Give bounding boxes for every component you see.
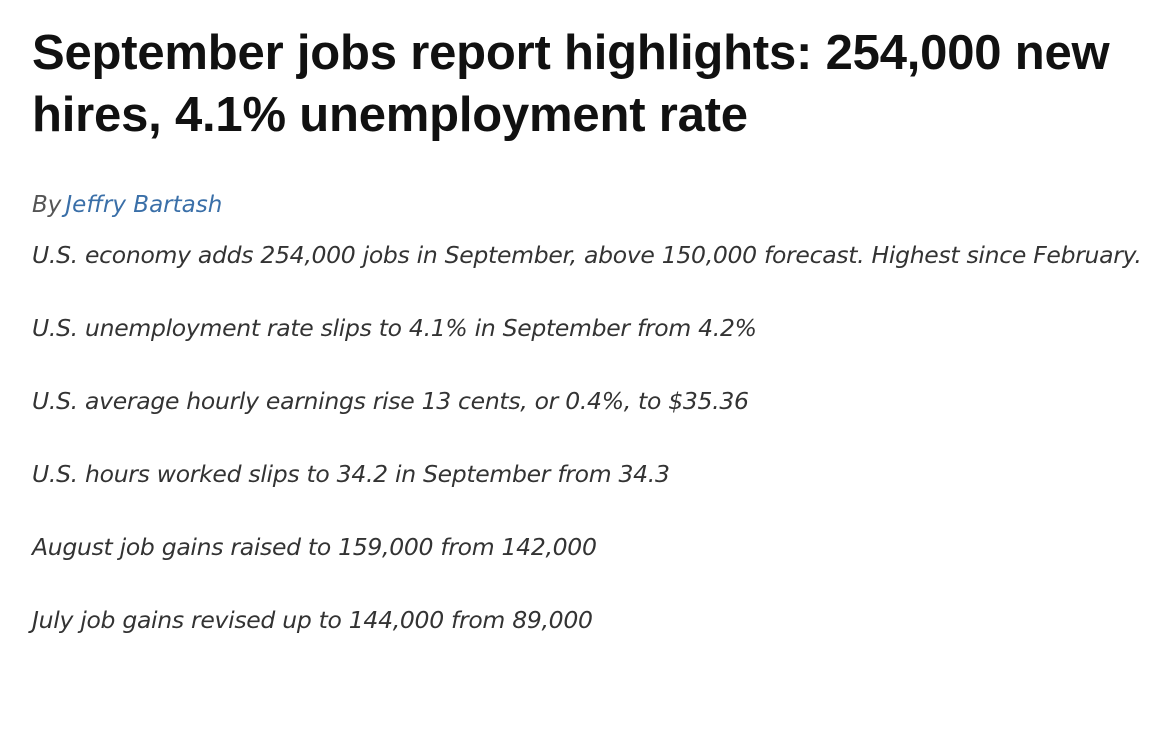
highlight-item: U.S. economy adds 254,000 jobs in September, above 150,000 forecast. Highest since February. [32,241,1142,269]
highlight-item: July job gains revised up to 144,000 from 89,000 [32,606,593,634]
highlight-item: U.S. hours worked slips to 34.2 in September from 34.3 [32,460,670,488]
byline-prefix: By [32,192,62,218]
byline [32,190,1150,220]
author-link[interactable]: Jeffry Bartash [65,192,223,218]
highlight-item: U.S. unemployment rate slips to 4.1% in September from 4.2% [32,314,757,342]
article [32,22,1150,644]
highlight-item: U.S. average hourly earnings rise 13 cents, or 0.4%, to $35.36 [32,387,749,415]
headline: September jobs report highlights: 254,000 new hires, 4.1% unemployment rate [32,26,1110,142]
highlight-item: August job gains raised to 159,000 from 142,000 [32,533,597,561]
highlights-list [32,231,1150,644]
